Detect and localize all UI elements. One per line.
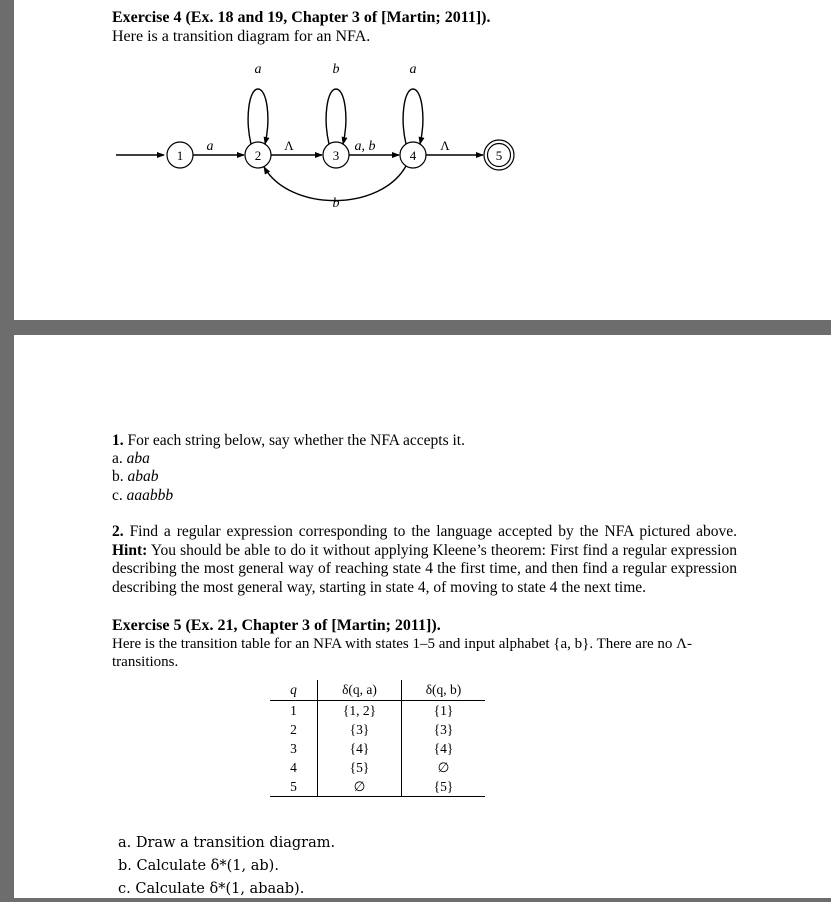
question-1-text: For each string below, say whether the NFA accepts it. bbox=[127, 432, 465, 449]
column-header-q: q bbox=[270, 680, 318, 701]
question-1-item bbox=[112, 487, 173, 505]
cell-delta-b: {4} bbox=[433, 741, 454, 756]
exercise-5-question-c bbox=[118, 881, 304, 897]
question-1-number: 1. bbox=[112, 432, 124, 449]
nfa-transition-diagram bbox=[112, 56, 532, 216]
cell-delta-b: {1} bbox=[433, 703, 454, 718]
loop-state-3 bbox=[326, 89, 346, 144]
hint-label: Hint: bbox=[112, 541, 148, 559]
loop-3-label: b bbox=[332, 62, 340, 77]
cell-delta-a: {5} bbox=[318, 758, 402, 777]
item-label: b. bbox=[112, 468, 124, 485]
cell-state: 2 bbox=[270, 720, 318, 739]
item-label: c. bbox=[112, 487, 123, 504]
question-1-item bbox=[112, 450, 150, 468]
item-string: aba bbox=[126, 450, 150, 467]
question-1 bbox=[112, 432, 465, 450]
exercise-5-question-b bbox=[118, 858, 279, 874]
question-2-number: 2. bbox=[112, 523, 124, 540]
table-row bbox=[270, 720, 485, 739]
table-row bbox=[270, 777, 485, 797]
table-row bbox=[270, 701, 485, 721]
loop-4-label: a bbox=[409, 62, 417, 77]
cell-delta-a: ∅ bbox=[318, 777, 402, 797]
hint-text: You should be able to do it without applying Kleene’s theorem: First find a regular expression describing the most general way of reaching state 4 the first time, and then find a regular expression describing the most general way, starting in state 4, of moving to state 4 the next time. bbox=[112, 541, 737, 596]
exercise-4-intro: Here is a transition diagram for an NFA. bbox=[112, 28, 371, 45]
column-header-delta-b: δ(q, b) bbox=[402, 680, 486, 701]
cell-delta-a: {4} bbox=[318, 739, 402, 758]
question-text: Draw a transition diagram. bbox=[135, 835, 336, 851]
loop-2-label: a bbox=[254, 62, 262, 77]
state-3-label: 3 bbox=[332, 148, 340, 163]
cell-state: 5 bbox=[270, 777, 318, 797]
column-header-delta-a: δ(q, a) bbox=[318, 680, 402, 701]
loop-state-2 bbox=[248, 89, 268, 144]
cell-delta-a: {1, 2} bbox=[318, 701, 402, 721]
cell-state: 4 bbox=[270, 758, 318, 777]
state-5-label: 5 bbox=[495, 148, 503, 163]
exercise-5-question-a bbox=[118, 835, 335, 851]
page-separator bbox=[0, 320, 831, 335]
state-1-label: 1 bbox=[176, 148, 184, 163]
cell-delta-b: ∅ bbox=[437, 760, 450, 775]
question-text: Calculate δ*(1, abaab). bbox=[135, 881, 305, 897]
exercise-5-intro-line-1: Here is the transition table for an NFA with states 1–5 and input alphabet {a, b}. There are no Λ- bbox=[112, 636, 692, 652]
exercise-5-title: Exercise 5 (Ex. 21, Chapter 3 of [Martin; 2011]). bbox=[112, 617, 441, 634]
cell-delta-a: {3} bbox=[318, 720, 402, 739]
edge-1-2-label: a bbox=[206, 139, 214, 154]
cell-state: 3 bbox=[270, 739, 318, 758]
item-string: aaabbb bbox=[126, 487, 174, 504]
question-label: b. bbox=[118, 858, 132, 874]
cell-state: 1 bbox=[270, 701, 318, 721]
state-4-label: 4 bbox=[409, 148, 417, 163]
question-text: Calculate δ*(1, ab). bbox=[136, 858, 279, 874]
item-string: abab bbox=[127, 468, 159, 485]
question-1-item bbox=[112, 468, 159, 486]
table-row bbox=[270, 758, 485, 777]
exercise-4-title: Exercise 4 (Ex. 18 and 19, Chapter 3 of [Martin; 2011]). bbox=[112, 9, 491, 26]
cell-delta-b: {5} bbox=[402, 777, 486, 797]
edge-4-2-label: b bbox=[332, 196, 340, 211]
question-label: a. bbox=[118, 835, 132, 851]
viewer-left-edge bbox=[0, 0, 14, 320]
loop-state-4 bbox=[403, 89, 423, 144]
cell-delta-b: {3} bbox=[433, 722, 454, 737]
question-2-text: Find a regular expression corresponding to the language accepted by the NFA pictured above. bbox=[129, 523, 738, 540]
transition-table bbox=[270, 680, 485, 797]
item-label: a. bbox=[112, 450, 123, 467]
exercise-5-intro-line-2: transitions. bbox=[112, 654, 179, 670]
edge-3-4-label: a, b bbox=[354, 139, 376, 154]
edge-2-3-label: Λ bbox=[284, 138, 294, 153]
edge-4-5-label: Λ bbox=[440, 138, 450, 153]
table-header-row bbox=[270, 680, 485, 701]
question-label: c. bbox=[118, 881, 131, 897]
table-row bbox=[270, 739, 485, 758]
state-2-label: 2 bbox=[254, 148, 262, 163]
question-2 bbox=[112, 523, 737, 597]
viewer-left-edge bbox=[0, 335, 14, 902]
page-bottom-edge bbox=[0, 898, 831, 902]
